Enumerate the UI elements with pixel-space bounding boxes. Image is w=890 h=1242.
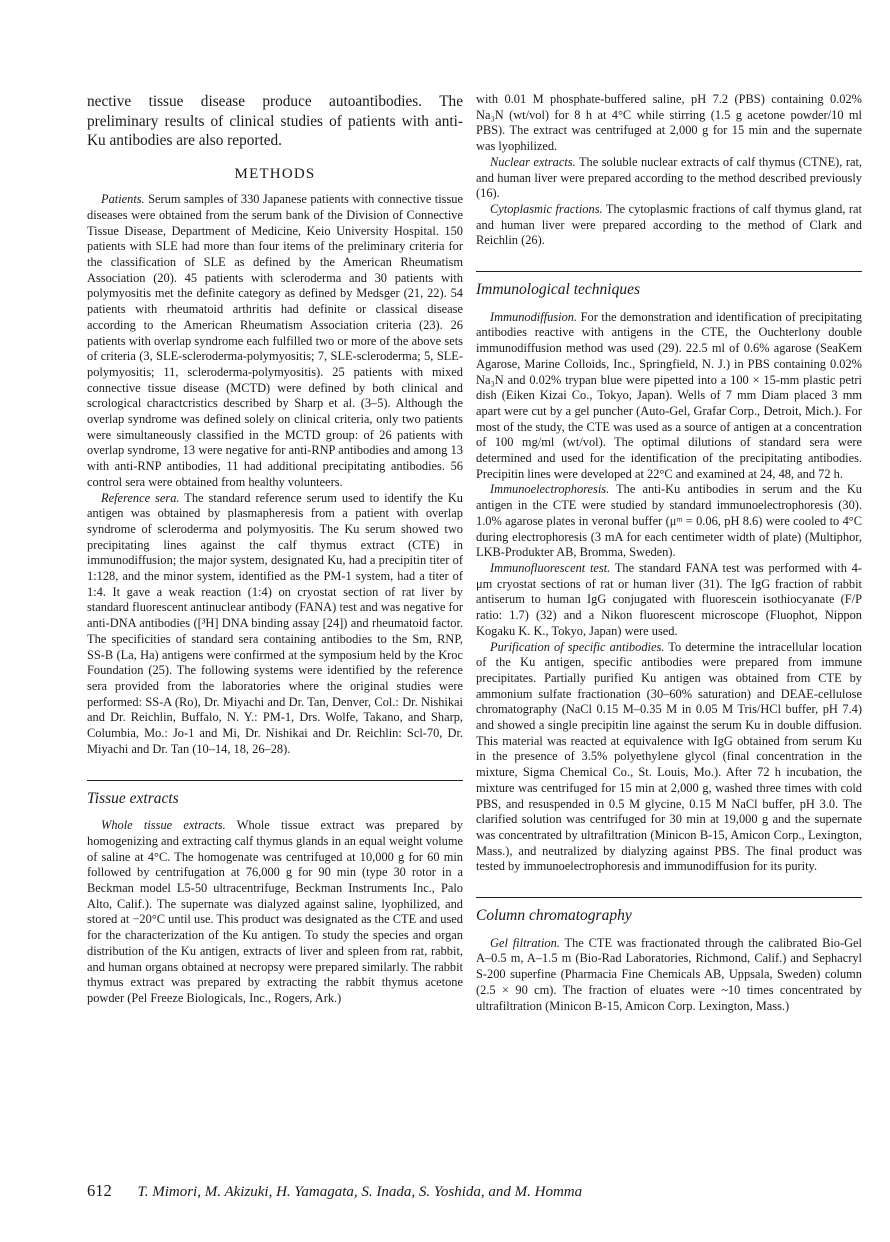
cytoplasmic-fractions-paragraph [476, 202, 862, 249]
reference-sera-runin: Reference sera. [101, 490, 180, 505]
right-column [476, 92, 862, 1014]
whole-tissue-text: Whole tissue extract was prepared by homogenizing and extracting calf thymus glands in an equal weight volume of saline at 4°C. The homogenate was centrifuged at 10,000 g for 60 min followed by centrifugation at 76,000 g for 90 min (type 30 rotor in a Beckman model L5-50 ultracentrifuge, Beckman Instruments Inc., Palo Alto, Calif.). The supernate was dialyzed against saline, lyophilized, and stored at −20°C until use. This product was designated as the CTE and used for the characterization of the Ku antigen. To study the species and organ distribution of the Ku antigen, extracts of liver and spleen from rat, rabbit, and human organs obtained at necropsy were prepared similarly. The rabbit thymus extract was prepared by extracting the rabbit thymus acetone powder (Pel Freeze Biologicals, Inc., Rogers, Ark.) [87, 818, 463, 1005]
cytoplasmic-fractions-runin: Cytoplasmic fractions. [490, 201, 603, 216]
purification-text: To determine the intracellular location of the Ku antigen, specific antibodies were prepared from immune precipitates. Partially purified Ku antigen was obtained from CTE by ammonium sulfate fractionation (30–60% saturation) and DEAE-cellulose chromatography (NaCl 0.15 M–0.35 M in 0.05 M Tris/HCl buffer, pH 7.4) and showed a single precipitin line against the serum Ku in double diffusion. This material was reacted at equivalence with IgG obtained from serum Ku in the presence of 3.5% polyethylene glycol (final concentration in the mixture, Sigma Chemical Co., St. Louis, Mo.). After 72 h incubation, the mixture was centrifuged for 15 min at 2,000 g, washed three times with cold PBS, and resuspended in 0.5 M glycine, 0.15 M NaCl buffer, pH 3.0. The clarified solution was centrifuged for 30 min at 19,000 g and the supernate was concentrated by ultrafiltration (Minicon B-15, Amicon Corp., Lexington, Mass.), and neutralized by dialyzing against PBS. The final product was tested by immunoelectrophoresis and immunodiffusion for its purity. [476, 639, 862, 874]
immunoelectrophoresis-paragraph [476, 482, 862, 561]
immunofluorescent-paragraph [476, 561, 862, 640]
immunoelectrophoresis-runin: Immunoelectrophoresis. [490, 482, 610, 497]
column-chromatography-heading: Column chromatography [476, 897, 862, 924]
running-authors: T. Mimori, M. Akizuki, H. Yamagata, S. Inada, S. Yoshida, and M. Homma [137, 1184, 583, 1200]
nuclear-extracts-runin: Nuclear extracts. [490, 154, 576, 169]
immunofluorescent-text: The standard FANA test was performed with 4-μm cryostat sections of rat or human liver (31). The IgG fraction of rabbit antiserum to human IgG conjugated with fluorescein isothiocyanate (F/P ratio: 1.7) (32) and a Nikon fluorescent microscope (Fluophot, Nippon Kogaku K. K., Tokyo, Japan) were used. [476, 560, 862, 638]
patients-paragraph [87, 192, 463, 490]
continuation-paragraph: with 0.01 M phosphate-buffered saline, pH 7.2 (PBS) containing 0.02% Na₃N (wt/vol) for 8 h at 4°C while stirring (1.5 g acetone powder/10 ml PBS). The extract was centrifuged at 2,000 g for 15 min and the supernate was lyophilized. [476, 92, 862, 154]
methods-heading: METHODS [234, 165, 316, 182]
whole-tissue-runin: Whole tissue extracts. [101, 818, 226, 833]
immunodiffusion-text: For the demonstration and identification of precipitating antibodies reactive with antigens in the CTE, the Ouchterlony double immunodiffusion method was used (29). 22.5 ml of 0.6% agarose (SeaKem Agarose, Marine Colloids, Inc., Springfield, N. J.) in PBS containing 0.02% Na₃N and 0.02% trypan blue were pipetted into a 100 × 15-mm plastic petri dish (Eiken Kizai Co., Tokyo, Japan). Wells of 7 mm Diam placed 3 mm apart were cut by a gel puncher (Auto-Gel, Grafar Corp., Detroit, Mich.). For most of the study, the CTE was used as a source of antigen at a concentration of 100 mg/ml (wt/vol). The optimal dilutions of standard sera were determined and used for the identification of the precipitating antibodies. Precipitin lines were developed at 22°C and examined at 24, 48, and 72 h. [476, 309, 862, 481]
intro-paragraph: nective tissue disease produce autoantibodies. The preliminary results of clinical studies of patients with anti-Ku antibodies are also reported. [87, 93, 463, 149]
gel-filtration-runin: Gel filtration. [490, 935, 560, 950]
nuclear-extracts-paragraph [476, 155, 862, 202]
gel-filtration-text: The CTE was fractionated through the calibrated Bio-Gel A–0.5 m, A–1.5 m (Bio-Rad Laboratories, Richmond, Calif.) and Sephacryl S-200 superfine (Pharmacia Fine Chemicals AB, Uppsala, Sweden) column (2.5 × 90 cm). The fraction of eluates were ~10 times concentrated by ultrafiltration (Minicon B-15, Amicon Corp. Lexington, Mass.) [476, 935, 862, 1013]
left-column [87, 92, 463, 1007]
nuclear-extracts-text: The soluble nuclear extracts of calf thymus (CTNE), rat, and human liver were prepared according to the method described previously (16). [476, 154, 862, 201]
immunodiffusion-runin: Immunodiffusion. [490, 309, 578, 324]
whole-tissue-paragraph [87, 818, 463, 1006]
immunodiffusion-paragraph [476, 310, 862, 483]
tissue-extracts-heading: Tissue extracts [87, 780, 463, 807]
patients-runin: Patients. [101, 192, 145, 207]
immunological-techniques-heading: Immunological techniques [476, 271, 862, 298]
page-footer [87, 1181, 862, 1201]
page-number: 612 [87, 1181, 112, 1200]
immunoelectrophoresis-text: The anti-Ku antibodies in serum and the Ku antigen in the CTE were studied by standard immunoelectrophoresis (30). 1.0% agarose plates in veronal buffer (μᵐ = 0.06, pH 8.6) were cooled to 4°C during electrophoresis (3 mA for each centimeter width of plate) (Multiphor, LKB-Produkter AB, Bromma, Sweden). [476, 482, 862, 560]
patients-text: Serum samples of 330 Japanese patients with connective tissue diseases were obtained from the serum bank of the Division of Connective Tissue Disease, Department of Medicine, Keio University Hospital. 150 patients with SLE had more than four items of the preliminary criteria for the classification of SLE as defined by the American Rheumatism Association (20). 45 patients with scleroderma and 30 patients with polymyositis met the definite category as defined by Medsger (21, 22). 54 patients with rheumatoid arthritis had definite or classical disease according to the American Rheumatism Association criteria (23). 26 patients with overlap syndrome each fulfilled two or more of the above sets of criteria (3, SLE-scleroderma-polymyositis; 7, SLE-scleroderma; 5, SLE-polymyositis; 11, scleroderma-polymyositis). 25 patients with mixed connective tissue disease (MCTD) were defined by both clinical and scrological charactcristics described by Sharp et al. (3–5). Although the overlap syndrome was defined solely on clinical criteria, only two patients were simultaneously classified in the MCTD group: of 26 patients with overlap syndrome, 13 were negative for anti-RNP antibodies and among 13 with anti-RNP antibodies, 11 had additional precipitating antibodies. 56 control sera were obtained from healthy volunteers. [87, 192, 463, 489]
purification-runin: Purification of specific antibodies. [490, 639, 665, 654]
immunofluorescent-runin: Immunofluorescent test. [490, 560, 611, 575]
cytoplasmic-fractions-text: The cytoplasmic fractions of calf thymus gland, rat and human liver were prepared according to the method of Clark and Reichlin (26). [476, 201, 862, 248]
gel-filtration-paragraph [476, 936, 862, 1015]
purification-paragraph [476, 640, 862, 876]
reference-sera-paragraph [87, 491, 463, 758]
reference-sera-text: The standard reference serum used to identify the Ku antigen was obtained by plasmapheresis from a patient with overlap syndrome of scleroderma and polymyositis. The Ku serum showed two precipitating lines against the calf thymus extract (CTE) in immunodiffusion; the major system, designated Ku, had a precipitin titer of 1:128, and the minor system, identified as the PM-1 system, had a titer of 1:4. It gave a weak reaction (1:4) on cryostat section of rat liver by standard fluorescent antinuclear antibody (FANA) test and was negative for anti-DNA antibodies ([³H] DNA binding assay [24]) and rheumatoid factor. The specificities of standard sera containing antibodies to the Sm, RNP, SS-B (La, Ha) antigens were confirmed at the symposium held by the Kroc Foundation (25). The following systems were identified by the reference sera provided from the laboratories where the original studies were performed: SS-A (Ro), Dr. Miyachi and Dr. Tan, Denver, Col.: Dr. Nishikai and Dr. Reichlin, Buffalo, N. Y.: PM-1, Drs. Wolfe, Takano, and Sharp, Columbia, Mo.: Jo-1 and Mi, Dr. Nishikai and Dr. Reichlin: Scl-70, Dr. Miyachi and Dr. Tan (10–14, 18, 26–28). [87, 490, 463, 756]
